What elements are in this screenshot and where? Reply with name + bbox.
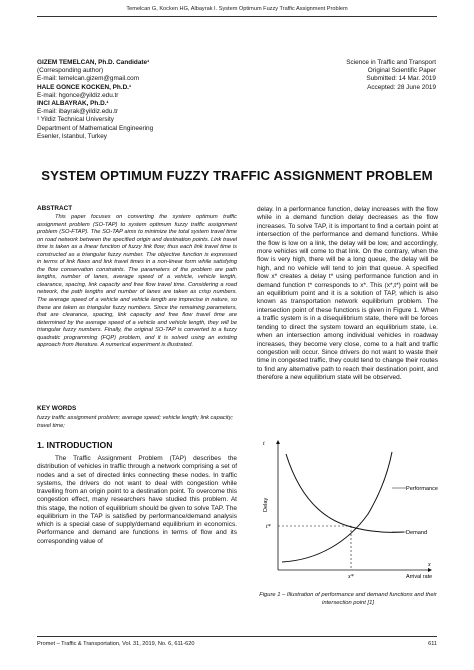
figure-caption: Figure 1 – Illustration of performance and demand functions and their intersection point [1]: [259, 592, 437, 606]
author-email: E-mail: ibayrak@yildiz.edu.tr: [37, 108, 119, 116]
running-header: Temelcan G, Kocken HG, Albayrak I. System Optimum Fuzzy Traffic Assignment Problem: [126, 6, 348, 12]
introduction-body: [37, 455, 237, 546]
author-email: E-mail: hgonce@yildiz.edu.tr: [37, 91, 119, 99]
figure-1: [258, 432, 438, 582]
affiliation-address: Esenler, Istanbul, Turkey: [37, 132, 107, 140]
x-axis-label: Arrival rate: [406, 574, 433, 580]
right-column-body: [257, 206, 438, 383]
abstract-heading: ABSTRACT: [37, 205, 73, 212]
demand-label: Demand: [406, 530, 428, 536]
page-footer: [37, 641, 437, 647]
keywords-text: fuzzy traffic assignment problem; average speed; vehicle length; link capacity; travel time;: [37, 415, 234, 429]
introduction-text: The Traffic Assignment Problem (TAP) describes the distribution of vehicles in traffic through a network comprising a set of nodes and a set of directed links connecting these nodes. In traffic systems, the drivers do not want to deal with congestion while travelling from an origin point to a destination point. To overcome this congestion effect, many researchers have studied this problem. At this stage, the notion of equilibrium should be given to solve TAP. The equilibrium in the TAP is satisfied by performance/demand analysis which is a special case of supply/demand equilibrium in economics. Performance and demand are functions in terms of flow and its corresponding value of: [37, 455, 237, 545]
page-number: 611: [428, 641, 437, 647]
t-star-label: t*: [266, 524, 271, 530]
author-name: HALE GONCE KOCKEN, Ph.D.¹: [37, 83, 132, 91]
performance-curve: [282, 452, 392, 562]
paper-title: SYSTEM OPTIMUM FUZZY TRAFFIC ASSIGNMENT PROBLEM: [41, 168, 433, 183]
author-block: [37, 59, 237, 141]
abstract-text: This paper focuses on converting the system optimum traffic assignment problem (SO-TAP) to system optimum fuzzy traffic assignment problem (SO-FTAP). The SO-TAP aims to minimize the total system travel time on road network between the specified origin and destination points. Link travel time is taken as a linear function of fuzzy link flow; thus each link travel time is constructed as a triangular fuzzy number. The objective function is expressed in terms of link flows and link travel times in a non-linear form while satisfying the flow conservation constraints. The parameters of the problem are path lengths, number of lanes, average speed of a vehicle, vehicle length, clearance, spacing, link capacity and free flow travel time. Considering a road network, the path lengths and number of lanes are taken as crisp numbers. The average speed of a vehicle and vehicle length are imprecise in nature, so these are taken as triangular fuzzy numbers. Since the remaining parameters, that are clearance, spacing, link capacity and free flow travel time are determined by the average speed of a vehicle and vehicle length, they will be triangular fuzzy numbers. Finally, the original SO-TAP is converted to a fuzzy quadratic programming (FQP) problem, and it is solved using an existing approach from literature. A numerical experiment is illustrated.: [37, 214, 237, 349]
keywords-heading: KEY WORDS: [37, 405, 77, 412]
performance-label: Performance: [406, 486, 438, 492]
x-axis-symbol: x: [428, 562, 431, 568]
author-name: GIZEM TEMELCAN, Ph.D. Candidate¹: [37, 59, 150, 66]
header-rule: [37, 16, 437, 17]
journal-citation: Promet – Traffic & Transportation, Vol. 31, 2019, No. 6, 611-620: [37, 641, 195, 647]
paper-type: Original Scientific Paper: [367, 67, 436, 75]
journal-section: Science in Traffic and Transport: [346, 59, 436, 66]
y-axis-symbol: t: [263, 441, 265, 447]
author-note: (Corresponding author): [37, 67, 104, 75]
demand-curve: [286, 454, 404, 532]
author-name: INCI ALBAYRAK, Ph.D.¹: [37, 100, 109, 108]
article-meta: [276, 59, 436, 92]
footer-rule: [37, 636, 437, 637]
right-column-text: delay. In a performance function, delay increases with the flow while in a demand function delay decreases as the flow increases. To solve TAP, it is important to find a certain point at intersection of the performance and demand functions. While the flow is low on a link, the delay will be low, and accordingly, more vehicles will come to that link. On the contrary, when the flow is very high, there will be a long queue, the delay will be high, and no vehicle will tend to join that queue. A specified flow x* creates a delay t* using performance function and in demand function t* corresponds to x*. This (x*,t*) point will be an equilibrium point and it is a solution of TAP, which is also known as transportation network equilibrium problem. The intersection point of these functions is given in Figure 1. When a traffic system is in a disequilibrium state, there will be forces tending to direct the system toward an equilibrium state, i.e. when an intersection among individual vehicles in roadway increases, they become very close, come to a halt and traffic congestion will occur. Since drivers do not want to waste their time in congested traffic, they could tend to change their routes to find any alternative path to reach their destination point, and therefore a new equilibrium state will be observed.: [257, 206, 438, 382]
abstract-body: [37, 214, 237, 350]
submitted-date: Submitted: 14 Mar. 2019: [366, 75, 436, 83]
accepted-date: Accepted: 28 June 2019: [367, 83, 436, 91]
section-heading-introduction: 1. INTRODUCTION: [37, 440, 113, 450]
y-axis-label: Delay: [263, 497, 269, 512]
affiliation-department: Department of Mathematical Engineering: [37, 124, 154, 132]
x-star-label: x*: [348, 574, 354, 580]
performance-demand-diagram: [258, 432, 438, 582]
affiliation: ¹ Yildiz Technical University: [37, 116, 114, 124]
author-email: E-mail: temelcan.gizem@gmail.com: [37, 75, 140, 83]
